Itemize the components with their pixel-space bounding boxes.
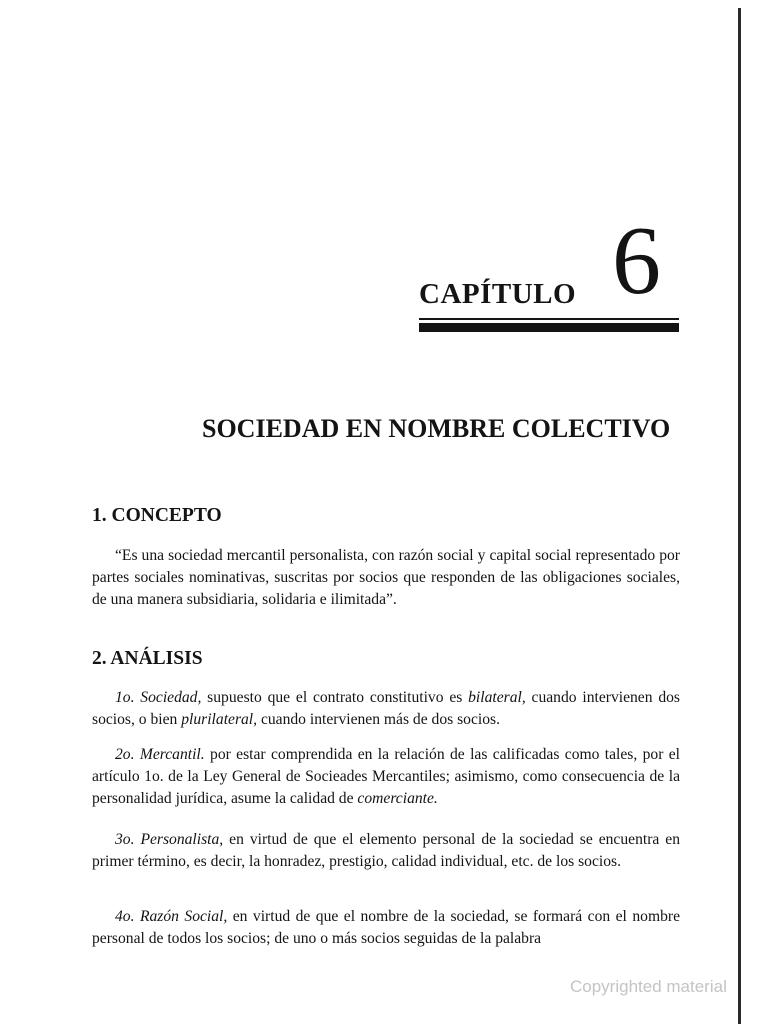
paragraph-text: en virtud de que el nombre de la sociedad, se formará con el nombre personal de todos los socios; de uno o más socios seguidas de la palabra bbox=[92, 908, 680, 947]
paragraph-text: cuando intervienen más de dos socios. bbox=[257, 711, 500, 728]
chapter-title: SOCIEDAD EN NOMBRE COLECTIVO bbox=[202, 414, 671, 443]
analysis-paragraph-4 bbox=[92, 906, 680, 950]
section-heading-analisis: 2. ANÁLISIS bbox=[92, 648, 203, 669]
paragraph-lead: 3o. Personalista, bbox=[115, 831, 224, 848]
paragraph-lead: 1o. Sociedad, bbox=[115, 689, 202, 706]
section-heading-concepto: 1. CONCEPTO bbox=[92, 505, 222, 526]
analysis-paragraph-3 bbox=[92, 829, 680, 873]
paragraph-lead: 2o. Mercantil. bbox=[115, 746, 205, 763]
chapter-rule-thick bbox=[419, 323, 679, 332]
analysis-paragraph-2 bbox=[92, 744, 680, 810]
analysis-paragraph-1 bbox=[92, 687, 680, 731]
copyright-watermark: Copyrighted material bbox=[570, 977, 727, 996]
paragraph-text: en virtud de que el elemento personal de la sociedad se encuentra en primer término, es decir, la honradez, prestigio, calidad individual, etc. de los socios. bbox=[92, 831, 680, 870]
paragraph-emphasis: bilateral, bbox=[468, 689, 526, 706]
paragraph-emphasis: comerciante. bbox=[357, 790, 438, 807]
chapter-number: 6 bbox=[612, 207, 661, 315]
paragraph-text: cuando intervienen dos socios, o bien bbox=[92, 689, 681, 728]
page-edge-line bbox=[738, 8, 741, 1024]
paragraph-text: supuesto que el contrato constitutivo es bbox=[201, 689, 469, 706]
paragraph-lead: 4o. Razón Social, bbox=[115, 908, 228, 925]
chapter-rule-thin bbox=[419, 318, 679, 320]
concept-paragraph: “Es una sociedad mercantil personalista, con razón social y capital social representado por partes sociales nominativas, suscritas por socios que responden de las obligaciones sociales, de una manera subsidiaria, solidaria e ilimitada”. bbox=[92, 547, 680, 608]
paragraph-emphasis: plurilateral, bbox=[181, 711, 258, 728]
paragraph-text: por estar comprendida en la relación de las calificadas como tales, por el artículo 1o. de la Ley General de Socieades Mercantiles; asimismo, como consecuencia de la personalidad jurídica, asume la calidad de bbox=[92, 746, 681, 807]
chapter-label: CAPÍTULO bbox=[419, 278, 577, 310]
